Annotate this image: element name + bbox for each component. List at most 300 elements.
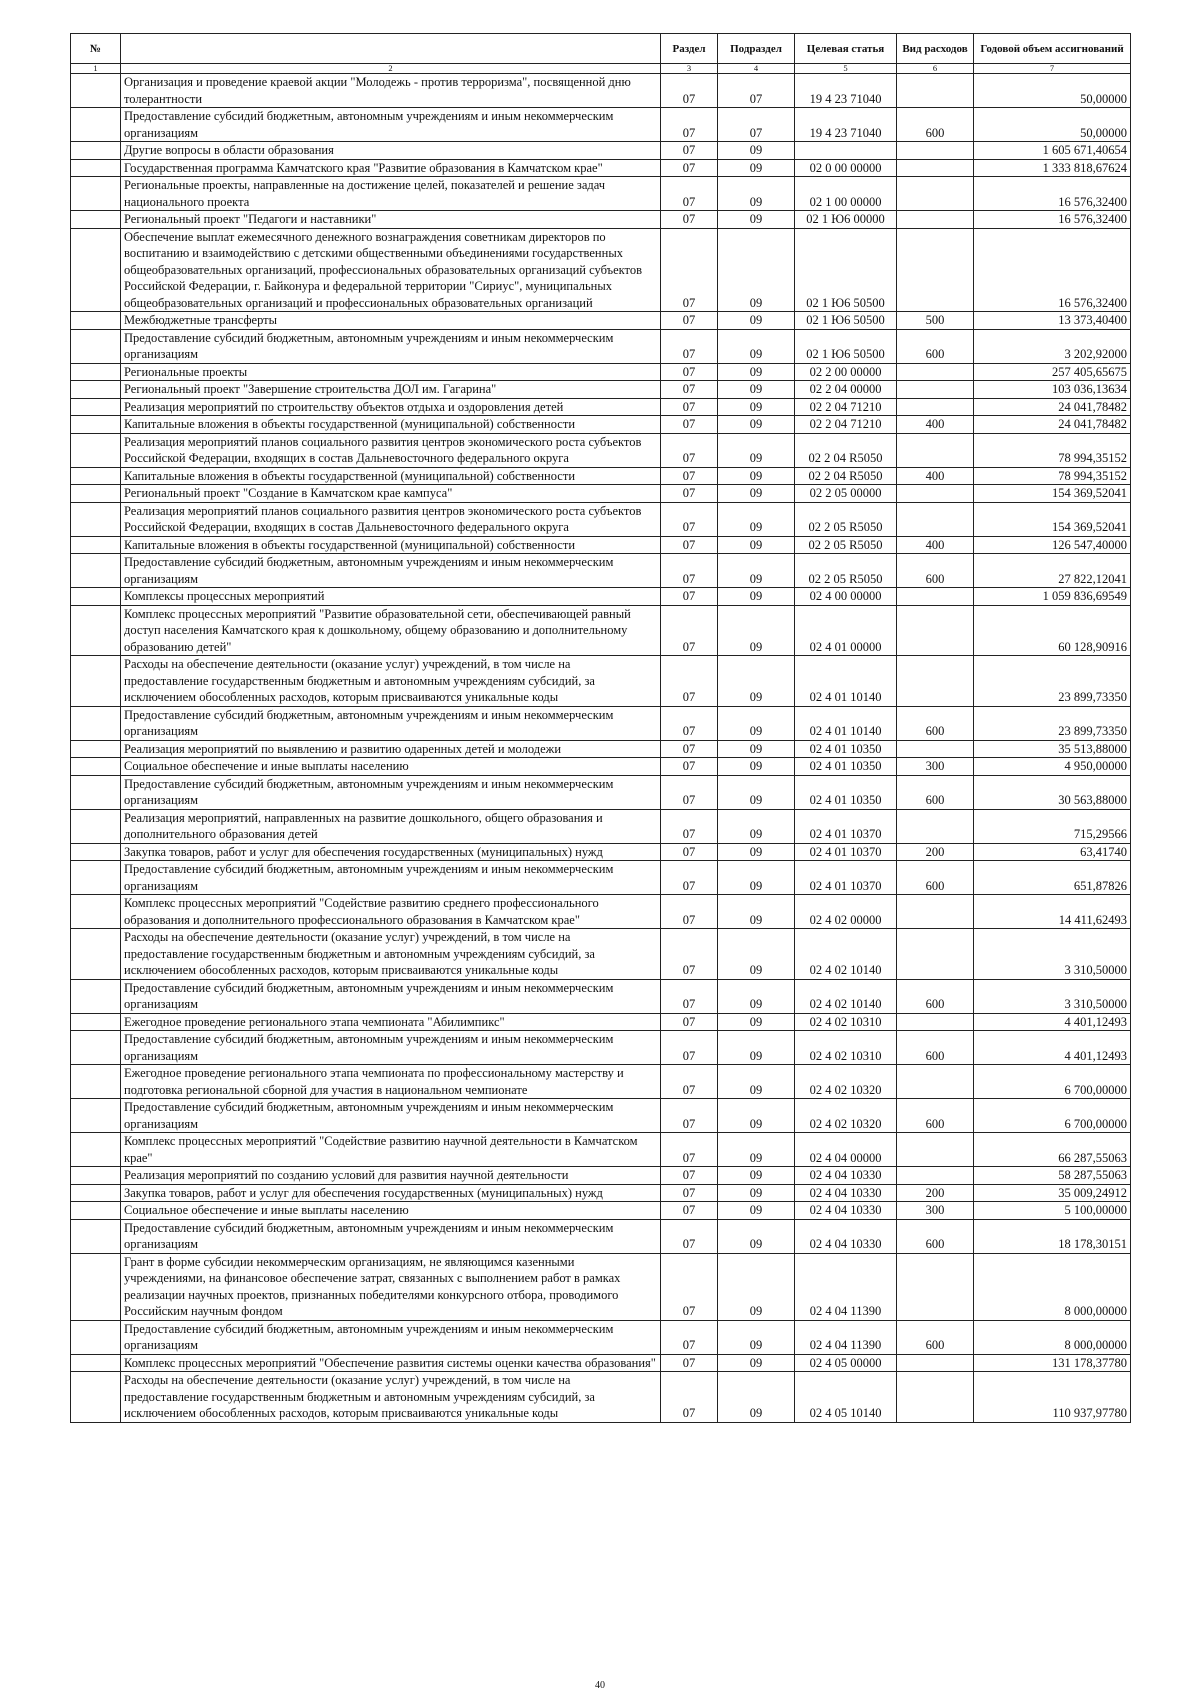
row-amount-cell: 110 937,97780 [974,1372,1131,1423]
column-numbers-row [71,64,1131,74]
row-number-cell [71,554,121,588]
row-amount-cell: 3 310,50000 [974,929,1131,980]
row-name-cell: Закупка товаров, работ и услуг для обеспечения государственных (муниципальных) нужд [121,1184,661,1202]
row-amount-cell: 35 009,24912 [974,1184,1131,1202]
row-name-cell: Региональный проект "Завершение строительства ДОЛ им. Гагарина" [121,381,661,399]
row-name-cell: Предоставление субсидий бюджетным, автономным учреждениям и иным некоммерческим организациям [121,329,661,363]
column-number: 3 [661,64,718,74]
row-target-cell: 02 4 01 10370 [795,843,897,861]
row-name-cell: Предоставление субсидий бюджетным, автономным учреждениям и иным некоммерческим организациям [121,1320,661,1354]
row-amount-cell: 66 287,55063 [974,1133,1131,1167]
row-section-cell: 07 [661,588,718,606]
table-row [71,381,1131,399]
row-target-cell: 02 4 04 00000 [795,1133,897,1167]
row-target-cell: 02 4 02 10310 [795,1013,897,1031]
row-target-cell: 02 4 00 00000 [795,588,897,606]
row-target-cell: 02 1 Ю6 50500 [795,312,897,330]
table-row [71,740,1131,758]
table-row [71,1099,1131,1133]
row-name-cell: Комплексы процессных мероприятий [121,588,661,606]
table-row [71,467,1131,485]
row-section-cell: 07 [661,1219,718,1253]
row-section-cell: 07 [661,758,718,776]
row-name-cell: Капитальные вложения в объекты государственной (муниципальной) собственности [121,467,661,485]
row-subsection-cell: 09 [718,1320,795,1354]
row-expense-type-cell [897,74,974,108]
row-section-cell: 07 [661,605,718,656]
row-subsection-cell: 09 [718,656,795,707]
header-section: Раздел [661,34,718,64]
row-name-cell: Реализация мероприятий, направленных на развитие дошкольного, общего образования и дополнительного образования детей [121,809,661,843]
table-row [71,211,1131,229]
row-number-cell [71,108,121,142]
row-subsection-cell: 09 [718,929,795,980]
table-row [71,979,1131,1013]
row-target-cell: 02 4 02 10140 [795,979,897,1013]
row-subsection-cell: 09 [718,605,795,656]
row-subsection-cell: 09 [718,211,795,229]
row-name-cell: Реализация мероприятий планов социального развития центров экономического роста субъектов Российской Федерации, входящих в состав Дальневосточного федерального округа [121,502,661,536]
table-body [71,74,1131,1423]
row-expense-type-cell [897,433,974,467]
row-name-cell: Предоставление субсидий бюджетным, автономным учреждениям и иным некоммерческим организациям [121,1031,661,1065]
row-number-cell [71,656,121,707]
row-section-cell: 07 [661,1184,718,1202]
row-amount-cell: 8 000,00000 [974,1320,1131,1354]
row-name-cell: Комплекс процессных мероприятий "Содействие развитию среднего профессионального образования и дополнительного профессионального образования в Камчатском крае" [121,895,661,929]
row-subsection-cell: 09 [718,1184,795,1202]
row-section-cell: 07 [661,416,718,434]
row-number-cell [71,1184,121,1202]
row-name-cell: Закупка товаров, работ и услуг для обеспечения государственных (муниципальных) нужд [121,843,661,861]
table-row [71,758,1131,776]
row-subsection-cell: 09 [718,398,795,416]
row-amount-cell: 63,41740 [974,843,1131,861]
table-row [71,1320,1131,1354]
row-section-cell: 07 [661,485,718,503]
row-expense-type-cell [897,502,974,536]
table-row [71,1354,1131,1372]
row-amount-cell: 154 369,52041 [974,485,1131,503]
row-number-cell [71,363,121,381]
row-subsection-cell: 09 [718,1253,795,1320]
row-target-cell: 19 4 23 71040 [795,74,897,108]
row-subsection-cell: 09 [718,1013,795,1031]
row-expense-type-cell: 600 [897,979,974,1013]
row-name-cell: Предоставление субсидий бюджетным, автономным учреждениям и иным некоммерческим организациям [121,979,661,1013]
row-name-cell: Предоставление субсидий бюджетным, автономным учреждениям и иным некоммерческим организациям [121,108,661,142]
row-expense-type-cell [897,485,974,503]
row-target-cell: 02 4 05 10140 [795,1372,897,1423]
row-name-cell: Расходы на обеспечение деятельности (оказание услуг) учреждений, в том числе на предоставление государственным бюджетным и автономным учреждениям субсидий, за исключением обособленных расходов, которым присваиваются уникальные коды [121,929,661,980]
row-name-cell: Комплекс процессных мероприятий "Обеспечение развития системы оценки качества образования" [121,1354,661,1372]
row-name-cell: Расходы на обеспечение деятельности (оказание услуг) учреждений, в том числе на предоставление государственным бюджетным и автономным учреждениям субсидий, за исключением обособленных расходов, которым присваиваются уникальные коды [121,1372,661,1423]
row-expense-type-cell [897,228,974,312]
row-number-cell [71,1320,121,1354]
row-amount-cell: 60 128,90916 [974,605,1131,656]
row-name-cell: Комплекс процессных мероприятий "Содействие развитию научной деятельности в Камчатском крае" [121,1133,661,1167]
table-row [71,809,1131,843]
row-number-cell [71,775,121,809]
row-number-cell [71,1099,121,1133]
row-section-cell: 07 [661,843,718,861]
row-number-cell [71,1167,121,1185]
table-row [71,329,1131,363]
row-expense-type-cell [897,605,974,656]
row-name-cell: Расходы на обеспечение деятельности (оказание услуг) учреждений, в том числе на предоставление государственным бюджетным и автономным учреждениям субсидий, за исключением обособленных расходов, которым присваиваются уникальные коды [121,656,661,707]
row-expense-type-cell [897,1167,974,1185]
row-subsection-cell: 09 [718,895,795,929]
row-name-cell: Капитальные вложения в объекты государственной (муниципальной) собственности [121,536,661,554]
row-number-cell [71,177,121,211]
row-amount-cell: 1 333 818,67624 [974,159,1131,177]
table-row [71,398,1131,416]
row-amount-cell: 58 287,55063 [974,1167,1131,1185]
table-row [71,416,1131,434]
row-subsection-cell: 09 [718,433,795,467]
row-section-cell: 07 [661,1320,718,1354]
row-name-cell: Государственная программа Камчатского края "Развитие образования в Камчатском крае" [121,159,661,177]
row-subsection-cell: 09 [718,485,795,503]
row-target-cell: 02 0 00 00000 [795,159,897,177]
row-expense-type-cell [897,177,974,211]
row-amount-cell: 4 401,12493 [974,1013,1131,1031]
row-number-cell [71,1065,121,1099]
row-section-cell: 07 [661,1253,718,1320]
table-row [71,74,1131,108]
row-expense-type-cell: 200 [897,1184,974,1202]
row-target-cell: 02 4 04 10330 [795,1202,897,1220]
row-number-cell [71,312,121,330]
row-section-cell: 07 [661,312,718,330]
row-target-cell: 02 4 04 11390 [795,1320,897,1354]
row-target-cell: 02 2 05 00000 [795,485,897,503]
row-target-cell: 02 1 Ю6 50500 [795,228,897,312]
row-target-cell: 02 1 Ю6 50500 [795,329,897,363]
row-subsection-cell: 09 [718,588,795,606]
page-number: 40 [595,1680,605,1691]
row-section-cell: 07 [661,1065,718,1099]
row-section-cell: 07 [661,929,718,980]
column-number: 5 [795,64,897,74]
row-subsection-cell: 09 [718,1354,795,1372]
row-name-cell: Реализация мероприятий по строительству объектов отдыха и оздоровления детей [121,398,661,416]
row-number-cell [71,979,121,1013]
header-target-article: Целевая статья [795,34,897,64]
table-row [71,502,1131,536]
row-target-cell: 02 4 02 10310 [795,1031,897,1065]
row-number-cell [71,485,121,503]
row-expense-type-cell [897,1372,974,1423]
row-expense-type-cell [897,398,974,416]
column-number: 6 [897,64,974,74]
row-name-cell: Региональный проект "Педагоги и наставники" [121,211,661,229]
header-name [121,34,661,64]
row-amount-cell: 78 994,35152 [974,433,1131,467]
row-number-cell [71,502,121,536]
row-name-cell: Предоставление субсидий бюджетным, автономным учреждениям и иным некоммерческим организациям [121,1099,661,1133]
table-row [71,536,1131,554]
row-section-cell: 07 [661,228,718,312]
row-name-cell: Региональный проект "Создание в Камчатском крае кампуса" [121,485,661,503]
table-row [71,843,1131,861]
row-section-cell: 07 [661,895,718,929]
row-amount-cell: 715,29566 [974,809,1131,843]
table-row [71,554,1131,588]
row-name-cell: Межбюджетные трансферты [121,312,661,330]
row-subsection-cell: 09 [718,467,795,485]
row-subsection-cell: 09 [718,1099,795,1133]
row-amount-cell: 6 700,00000 [974,1099,1131,1133]
row-expense-type-cell [897,142,974,160]
row-number-cell [71,159,121,177]
row-name-cell: Предоставление субсидий бюджетным, автономным учреждениям и иным некоммерческим организациям [121,861,661,895]
row-expense-type-cell: 500 [897,312,974,330]
row-section-cell: 07 [661,363,718,381]
row-number-cell [71,895,121,929]
row-subsection-cell: 09 [718,416,795,434]
row-section-cell: 07 [661,1099,718,1133]
row-number-cell [71,536,121,554]
column-number: 7 [974,64,1131,74]
row-expense-type-cell: 400 [897,536,974,554]
row-name-cell: Реализация мероприятий планов социального развития центров экономического роста субъектов Российской Федерации, входящих в состав Дальневосточного федерального округа [121,433,661,467]
row-amount-cell: 257 405,65675 [974,363,1131,381]
row-target-cell: 02 4 01 10370 [795,861,897,895]
row-number-cell [71,1253,121,1320]
row-name-cell: Комплекс процессных мероприятий "Развитие образовательной сети, обеспечивающей равный доступ населения Камчатского края к дошкольному, общему образованию и дополнительному образованию детей" [121,605,661,656]
row-section-cell: 07 [661,1167,718,1185]
row-name-cell: Предоставление субсидий бюджетным, автономным учреждениям и иным некоммерческим организациям [121,1219,661,1253]
row-subsection-cell: 09 [718,979,795,1013]
row-name-cell: Другие вопросы в области образования [121,142,661,160]
row-subsection-cell: 09 [718,706,795,740]
row-expense-type-cell [897,1013,974,1031]
row-target-cell: 02 1 00 00000 [795,177,897,211]
row-subsection-cell: 09 [718,758,795,776]
row-target-cell: 02 4 02 10320 [795,1065,897,1099]
table-row [71,312,1131,330]
table-row [71,1065,1131,1099]
row-amount-cell: 24 041,78482 [974,398,1131,416]
table-row [71,775,1131,809]
row-subsection-cell: 09 [718,1167,795,1185]
row-expense-type-cell: 600 [897,554,974,588]
row-number-cell [71,433,121,467]
row-number-cell [71,1202,121,1220]
table-row [71,605,1131,656]
row-amount-cell: 6 700,00000 [974,1065,1131,1099]
row-expense-type-cell: 200 [897,843,974,861]
row-number-cell [71,740,121,758]
row-amount-cell: 651,87826 [974,861,1131,895]
row-expense-type-cell [897,656,974,707]
row-amount-cell: 16 576,32400 [974,228,1131,312]
row-target-cell: 02 2 04 R5050 [795,433,897,467]
row-expense-type-cell: 600 [897,1099,974,1133]
table-row [71,1167,1131,1185]
row-number-cell [71,142,121,160]
row-amount-cell: 8 000,00000 [974,1253,1131,1320]
row-number-cell [71,758,121,776]
row-expense-type-cell: 600 [897,329,974,363]
row-amount-cell: 4 401,12493 [974,1031,1131,1065]
row-target-cell: 02 4 04 11390 [795,1253,897,1320]
row-target-cell: 02 2 04 R5050 [795,467,897,485]
row-number-cell [71,1354,121,1372]
row-subsection-cell: 09 [718,740,795,758]
row-expense-type-cell [897,929,974,980]
row-name-cell: Организация и проведение краевой акции "Молодежь - против терроризма", посвященной дню толерантности [121,74,661,108]
row-section-cell: 07 [661,1031,718,1065]
row-target-cell: 02 4 01 10350 [795,758,897,776]
row-number-cell [71,588,121,606]
row-number-cell [71,1219,121,1253]
table-row [71,1253,1131,1320]
table-row [71,1219,1131,1253]
row-target-cell: 02 2 00 00000 [795,363,897,381]
table-row [71,1013,1131,1031]
row-expense-type-cell [897,159,974,177]
row-number-cell [71,211,121,229]
row-expense-type-cell [897,1065,974,1099]
row-subsection-cell: 09 [718,843,795,861]
row-number-cell [71,605,121,656]
row-number-cell [71,228,121,312]
row-expense-type-cell [897,809,974,843]
row-target-cell: 02 2 04 71210 [795,398,897,416]
header-annual-amount: Годовой объем ассигнований [974,34,1131,64]
column-number: 4 [718,64,795,74]
table-row [71,1202,1131,1220]
row-section-cell: 07 [661,467,718,485]
row-section-cell: 07 [661,108,718,142]
row-subsection-cell: 09 [718,1133,795,1167]
row-section-cell: 07 [661,177,718,211]
row-number-cell [71,1031,121,1065]
table-header-row [71,34,1131,64]
table-row [71,433,1131,467]
row-subsection-cell: 09 [718,536,795,554]
row-number-cell [71,1133,121,1167]
row-number-cell [71,398,121,416]
row-section-cell: 07 [661,329,718,363]
table-row [71,485,1131,503]
row-amount-cell: 35 513,88000 [974,740,1131,758]
row-number-cell [71,1013,121,1031]
row-target-cell: 02 4 04 10330 [795,1219,897,1253]
row-expense-type-cell [897,895,974,929]
row-number-cell [71,329,121,363]
row-target-cell: 02 4 02 10140 [795,929,897,980]
row-amount-cell: 154 369,52041 [974,502,1131,536]
row-section-cell: 07 [661,433,718,467]
table-row [71,177,1131,211]
row-target-cell: 02 2 05 R5050 [795,554,897,588]
row-subsection-cell: 09 [718,775,795,809]
row-amount-cell: 16 576,32400 [974,177,1131,211]
row-expense-type-cell [897,1133,974,1167]
row-target-cell: 02 4 01 10140 [795,656,897,707]
row-name-cell: Социальное обеспечение и иные выплаты населению [121,1202,661,1220]
table-row [71,228,1131,312]
row-amount-cell: 30 563,88000 [974,775,1131,809]
row-name-cell: Региональные проекты [121,363,661,381]
row-name-cell: Ежегодное проведение регионального этапа чемпионата "Абилимпикс" [121,1013,661,1031]
row-amount-cell: 5 100,00000 [974,1202,1131,1220]
row-subsection-cell: 09 [718,1031,795,1065]
table-row [71,159,1131,177]
row-target-cell: 02 4 01 10350 [795,740,897,758]
row-section-cell: 07 [661,536,718,554]
table-row [71,142,1131,160]
row-expense-type-cell: 600 [897,861,974,895]
row-subsection-cell: 09 [718,329,795,363]
row-subsection-cell: 09 [718,1202,795,1220]
row-amount-cell: 16 576,32400 [974,211,1131,229]
row-target-cell: 02 2 04 71210 [795,416,897,434]
row-section-cell: 07 [661,398,718,416]
table-row [71,108,1131,142]
row-name-cell: Предоставление субсидий бюджетным, автономным учреждениям и иным некоммерческим организациям [121,775,661,809]
row-section-cell: 07 [661,211,718,229]
row-subsection-cell: 09 [718,363,795,381]
table-row [71,929,1131,980]
table-row [71,1372,1131,1423]
row-name-cell: Предоставление субсидий бюджетным, автономным учреждениям и иным некоммерческим организациям [121,706,661,740]
row-number-cell [71,843,121,861]
row-amount-cell: 3 202,92000 [974,329,1131,363]
row-expense-type-cell: 400 [897,416,974,434]
header-number: № [71,34,121,64]
row-name-cell: Грант в форме субсидии некоммерческим организациям, не являющимся казенными учреждениями, на финансовое обеспечение затрат, связанных с выполнением работ в рамках реализации научных проектов, признанных победителями конкурсного отбора, проводимого Российским научным фондом [121,1253,661,1320]
row-amount-cell: 78 994,35152 [974,467,1131,485]
row-amount-cell: 14 411,62493 [974,895,1131,929]
row-expense-type-cell: 600 [897,1031,974,1065]
row-expense-type-cell [897,363,974,381]
row-number-cell [71,809,121,843]
row-amount-cell: 103 036,13634 [974,381,1131,399]
row-target-cell: 02 4 02 00000 [795,895,897,929]
row-section-cell: 07 [661,159,718,177]
row-subsection-cell: 09 [718,142,795,160]
row-section-cell: 07 [661,979,718,1013]
row-amount-cell: 13 373,40400 [974,312,1131,330]
row-expense-type-cell [897,740,974,758]
row-number-cell [71,861,121,895]
row-subsection-cell: 07 [718,108,795,142]
row-target-cell: 02 1 Ю6 00000 [795,211,897,229]
table-row [71,588,1131,606]
row-section-cell: 07 [661,142,718,160]
row-expense-type-cell: 600 [897,1320,974,1354]
row-amount-cell: 131 178,37780 [974,1354,1131,1372]
row-subsection-cell: 09 [718,1065,795,1099]
row-target-cell: 02 4 01 10370 [795,809,897,843]
row-name-cell: Капитальные вложения в объекты государственной (муниципальной) собственности [121,416,661,434]
row-amount-cell: 23 899,73350 [974,706,1131,740]
row-subsection-cell: 09 [718,1372,795,1423]
row-expense-type-cell: 600 [897,775,974,809]
row-expense-type-cell [897,381,974,399]
row-section-cell: 07 [661,1133,718,1167]
table-row [71,363,1131,381]
row-number-cell [71,74,121,108]
row-expense-type-cell: 600 [897,1219,974,1253]
row-target-cell: 19 4 23 71040 [795,108,897,142]
row-number-cell [71,706,121,740]
table-row [71,656,1131,707]
